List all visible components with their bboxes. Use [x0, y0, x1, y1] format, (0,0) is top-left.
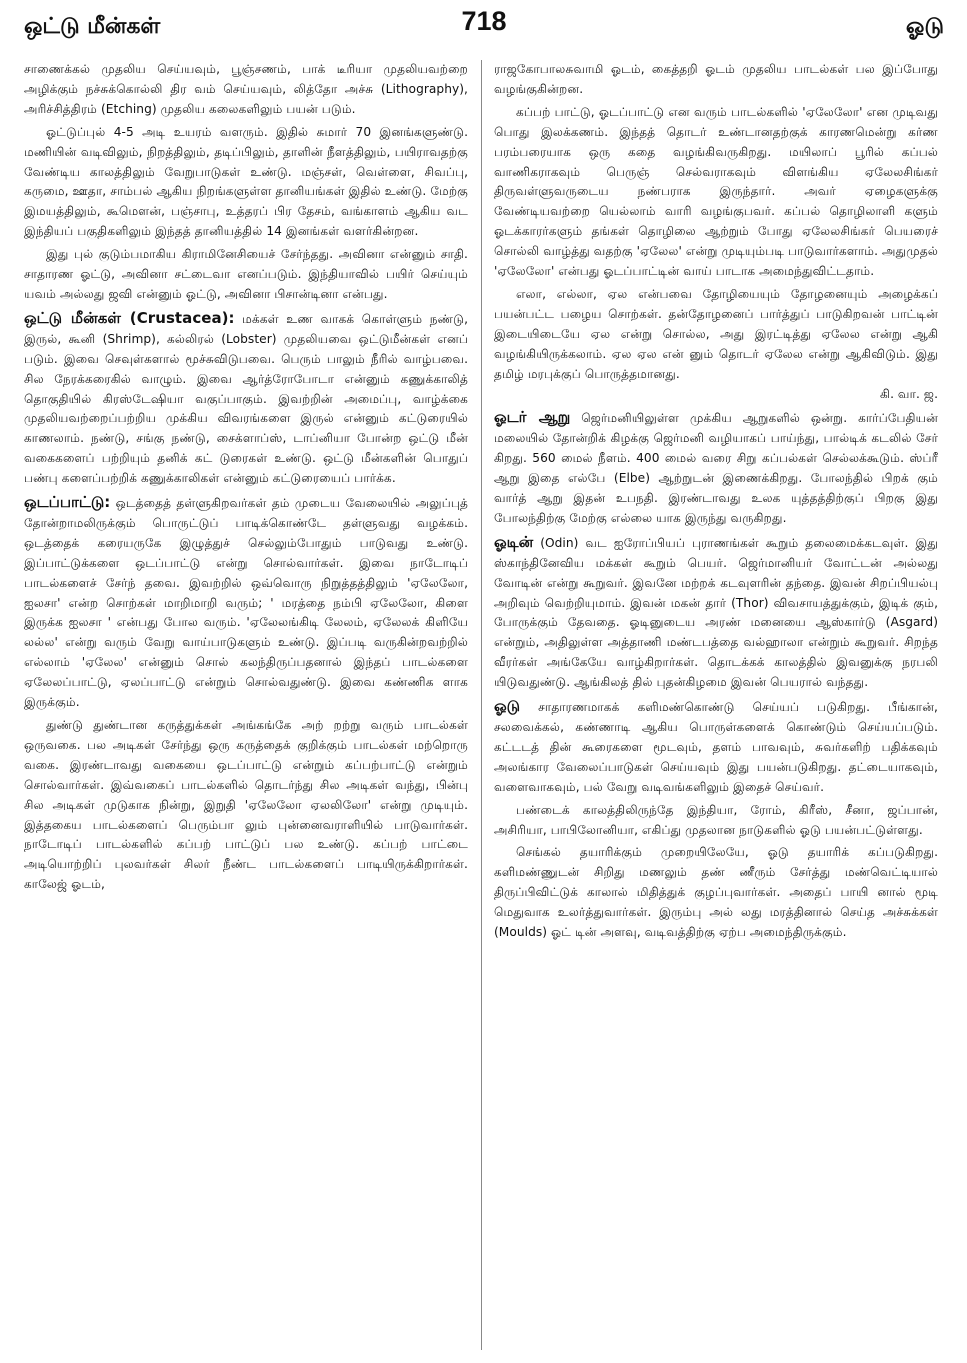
entry-odu: [494, 697, 938, 798]
paragraph: ஓட்டுப்புல் 4-5 அடி உயரம் வளரும். இதில் சுமார் 70 இனங்களுண்டு. மணியின் வடிவிலும், நிறத்திலும், தடிப்பிலும், தாளின் நீளத்திலும், பயிராவதற்கு வேண்டிய காலத்திலும் வேறுபாடுகள் உண்டு. மஞ்சள், வெள்ளை, சிவப்பு, கருமை, ஊதா, சாம்பல் ஆகிய நிறங்களுள்ள தானியங்கள் இதில் உண்டு. மேற்கு இமயத்திலும், கூமௌன், பஞ்சாபு, உத்தரப் பிர தேசம், வங்காளம் ஆகிய வட இந்தியப் பகுதிகளிலும் இந்தத் தானியத்தில் 14 இனங்கள் வளர்கின்றன.: [24, 124, 468, 239]
entry-headword: ஒட்டு மீன்கள் (Crustacea):: [24, 308, 235, 327]
running-head-left: ஒட்டு மீன்கள்: [24, 14, 161, 39]
left-column: [24, 60, 468, 1356]
entry-headword: ஓடு: [494, 697, 521, 716]
paragraph: பண்டைக் காலத்திலிருந்தே இந்தியா, ரோம், கிரீஸ், சீனா, ஜப்பான், அசிரியா, பாபிலோனியா, எகிப்து முதலான நாடுகளில் ஓடு பயன்பட்டுள்ளது.: [494, 802, 938, 837]
author-initials: கி. வா. ஜ.: [880, 386, 938, 401]
paragraph-text: எலா, எல்லா, ஏல என்பவை தோழியையும் தோழனையும் அழைக்கப் பயன்பட்ட பழைய சொற்கள். தன்தோழனைப் பார்த்துப் பாடுகிறவன் பாட்டின் இடையிடையே ஏல என்று சொல்ல, அது இரட்டித்து ஏலேல என்று ஆகி வழங்கியிருக்கலாம். ஏல ஏல என் னும் தொடர் ஏலேல என்று ஆகிவிடும். இது தமிழ் மரபுக்குப் பொருத்தமானது.: [494, 286, 938, 381]
paragraph: கப்பற் பாட்டு, ஓடப்பாட்டு என வரும் பாடல்களில் 'ஏலேலோ' என முடிவது பொது இலக்கணம். இந்தத் தொடர் உண்டானதற்குக் காரணமென்று கர்ண பரம்பரையாக ஒரு கதை வழங்கிவருகிறது. மயிலாப் பூரில் கப்பல் வாணிகராகவும் பெருஞ் செல்வராகவும் விளங்கிய ஏலேலசிங்கர் திருவள்ளுவருடைய நண்பராக இருந்தார். அவர் ஏழைகளுக்கு வேண்டியவற்றை யெல்லாம் வாரி வழங்குபவர். கப்பல் தொழிலாளி களும் ஓடக்காரர்களும் தங்கள் தொழிலை ஆற்றும் போது ஏலேலசிங்கர் பெயரைச் சொல்லி வாழ்த்து வதற்கு 'ஏலேல' என்று முடியும்படி பாடுவார்களாம். அதுமுதல் 'ஏலேலோ' என்பது ஓடப்பாட்டின் வாய் பாடாக அமைந்துவிட்டதாம்.: [494, 104, 938, 279]
right-column: [494, 60, 938, 1356]
paragraph: ராஜகோபாலசுவாமி ஓடம், கைத்தறி ஓடம் முதலிய பாடல்கள் பல இப்போது வழங்குகின்றன.: [494, 62, 938, 96]
entry-odappattu: [24, 493, 468, 713]
entry-headword: ஒடப்பாட்டு:: [24, 493, 111, 512]
paragraph: செங்கல் தயாரிக்கும் முறையிலேயே, ஓடு தயாரிக் கப்படுகிறது. களிமண்ணுடன் சிறிது மணலும் தண் ணீரும் சேர்த்து மண்வெட்டியால் திருப்பிவிட்டுக் காலால் மிதித்துக் குழப்புவார்கள். அதைப் பாயி னால் மூடி மெதுவாக உலர்த்துவார்கள். இரும்பு அல் லது மரத்தினால் செய்த அச்சுக்கள் (Moulds) ஓட் டின் அளவு, வடிவத்திற்கு ஏற்ப அமைந்திருக்கும்.: [494, 845, 938, 940]
running-head-right: ஓடு: [905, 14, 944, 39]
entry-text: ஒடத்தைத் தள்ளுகிறவர்கள் தம் முடைய வேலையில் அலுப்புத் தோன்றாமலிருக்கும் பொருட்டுப் பாடிக்கொண்டே தள்ளுவது வழக்கம். ஒடத்தைக் கரையருகே இழுத்துச் செல்லும்போதும் பாடுவது உண்டு. இப்பாட்டுக்களை ஒடப்பாட்டு என்று சொல்வார்கள். இவை நாடோடிப் பாடல்களைச் சேர்ந் தவை. இவற்றில் ஒவ்வொரு நிறுத்தத்திலும் 'ஏலேலோ, ஐலசா' என்ற சொற்கள் மாறிமாறி வரும்; ' மரத்தை நம்பி ஏலேலோ, கிளை இருக்க ஐலசா ' என்பது போல வரும். 'ஏலேலங்கிடி லேலம், ஏலேலக் கிளியே லல்ல' என்று வரும் வேறு வாய்பாடுகளும் உண்டு. இப்படி வருகின்றவற்றில் எல்லாம் 'ஏலேல' என்னும் சொல் கலந்திருப்பதனால் இந்தப் பாடல்களை ஏலேலப்பாட்டு, ஏலப்பாட்டு என்றும் சொல்வதுண்டு. இவை கண்ணிக ளாக இருக்கும்.: [24, 496, 468, 710]
page-number: 718: [461, 6, 507, 36]
entry-text: (Odin) வட ஐரோப்பியப் புராணங்கள் கூறும் தலைமைக்கடவுள். இது ஸ்காந்தினேவிய மக்கள் கூறும் பெயர். ஜெர்மானியர் வோட்டன் அல்லது வோடின் என்று கூறுவர். இவனே மற்றக் கடவுளரின் தந்தை. இவன் சிறப்பியல்பு அறிவும் வெற்றியுமாம். இவன் மகன் தார் (Thor) விவசாயத்துக்கும், இடிக் கும், போருக்கும் தேவதை. ஓடினுடைய அரண் மனையை ஆஸ்கார்டு (Asgard) என்றும், அதிலுள்ள அத்தாணி மண்டபத்தை வல்ஹாலா என்றும் கூறுவர். சிறந்த வீரர்கள் அங்கேயே வாழ்கிறார்கள். தொடக்கக் காலத்தில் இவனுக்கு நரபலி யிடுவதுண்டு. ஆங்கிலத் தில் புதன்கிழமை இவன் பெயரால் வந்தது.: [494, 535, 938, 690]
entry-text: ஜெர்மனியிலுள்ள முக்கிய ஆறுகளில் ஒன்று. கார்ப்பேதியன் மலையில் தோன்றிக் கிழக்கு ஜெர்மனி வழியாகப் பாய்ந்து, பால்டிக் கடலில் சேர் கிறது. 560 மைல் நீளம். 400 மைல் வரை சிறு கப்பல்கள் செல்லக்கூடும். ஸ்ப்ரீ ஆறு இதை எல்பே (Elbe) ஆற்றுடன் இணைக்கிறது. போலந்தில் பிறக் கும் வார்த் ஆறு இதன் உபநதி. இரண்டாவது உலக யுத்தத்திற்குப் பிறகு இது போலந்திற்கு மேற்கு எல்லை யாக இருந்து வருகிறது.: [494, 411, 938, 525]
entry-headword: ஓடர் ஆறு: [494, 408, 571, 427]
entry-odin: [494, 533, 938, 693]
entry-text: மக்கள் உண வாகக் கொள்ளும் நண்டு, இருல், கூனி (Shrimp), கல்லிரல் (Lobster) முதலியவை ஒட்டுமீன்கள் எனப் படும். இவை செவுள்களால் மூச்சுவிடுபவை. பெரும் பாலும் நீரில் வாழ்பவை. சில நேரக்கரைகில் வாழும். இவை ஆர்த்ரோபோடா என்னும் கணுக்காலித் தொகுதியில் கிரஸ்டேஷியா வகுப்பாகும். இவற்றின் அமைப்பு, வாழ்க்கை முதலியவற்றைப்பற்றிய முக்கிய விவரங்களை இருல் என்னும் கட்டுரையில் காணலாம். நண்டு, சங்கு நண்டு, சைக்ளாப்ஸ், டாப்னியா போன்ற ஒட்டு மீன் வகைகளைப் பற்றியும் தனிக் கட் டுரைகள் உண்டு. ஒட்டு மீன்களின் பொதுப் பண்பு களைப்பற்றிக் கணுக்காலிகள் என்னும் கட்டுரையைப் பார்க்க.: [24, 311, 468, 486]
entry-text: சாதாரணமாகக் களிமண்கொண்டு செய்யப் படுகிறது. பீங்கான், சலவைக்கல், கண்ணாடி ஆகிய பொருள்களைக் கொண்டும் செய்யப்படும். கட்டடத் தின் கூரைகளை மூடவும், தளம் பாவவும், சுவர்களிற் பதிக்கவும் அலங்கார வேலைப்பாடுகள் செய்யவும் இது பயன்படுகிறது. தட்டையாகவும், வளைவாகவும், பல் வேறு வடிவங்களிலும் இதைச் செய்வர்.: [494, 700, 938, 794]
page-header: [24, 6, 944, 46]
column-divider: [481, 60, 482, 1350]
entry-crustacea: [24, 309, 468, 489]
entry-headword: ஓடின்: [494, 532, 534, 551]
paragraph: [494, 285, 938, 404]
entry-oder-river: [494, 408, 938, 528]
paragraph: சாணைக்கல் முதலிய செய்யவும், பூஞ்சணம், பாக் டீரியா முதலியவற்றை அழிக்கும் நச்சுக்கொல்லி திர வம் செய்யவும், லித்தோ அச்சு (Lithography), அரிச்சித்திரம் (Etching) முதலிய கலைகளிலும் பயன் படும்.: [24, 62, 468, 116]
paragraph: இது புல் குடும்பமாகிய கிராமினேசியைச் சேர்ந்தது. அவினா என்னும் சாதி. சாதாரண ஓட்டு, அவினா சட்டைவா எனப்படும். இந்தியாவில் பயிர் செய்யும் யவம் அல்லது ஜவி என்னும் ஓட்டு, அவினா பிசான்டினா என்பது.: [24, 247, 468, 301]
paragraph: துண்டு துண்டான கருத்துக்கள் அங்கங்கே அற் றற்று வரும் பாடல்கள் ஒருவகை. பல அடிகள் சேர்ந்து ஒரு கருத்தைக் குறிக்கும் பாடல்கள் மற்றொரு வகை. இரண்டாவது வகையை ஒடப்பாட்டு என்றும் கப்பற்பாட்டு என்றும் சொல்வார்கள். இவ்வகைப் பாடல்களில் தொடர்ந்து சில அடிகள் வந்து, பின்பு சில அடிகள் முடுகாக நின்று, இறுதி 'ஏலேலோ ஏலலிலோ' என்று முடியும். இத்தகைய பாடல்களைப் பெரும்பா லும் புன்னைவராளியில் பாடுவார்கள். நாடோடிப் பாடல்களில் கப்பற் பாட்டுப் பல உண்டு. கப்பற் பாட்டை அடியொற்றிப் புலவர்கள் சிலர் நீண்ட பாடல்களைப் பாடியிருக்கிறார்கள். காலேஜ் ஓடம்,: [24, 718, 468, 892]
